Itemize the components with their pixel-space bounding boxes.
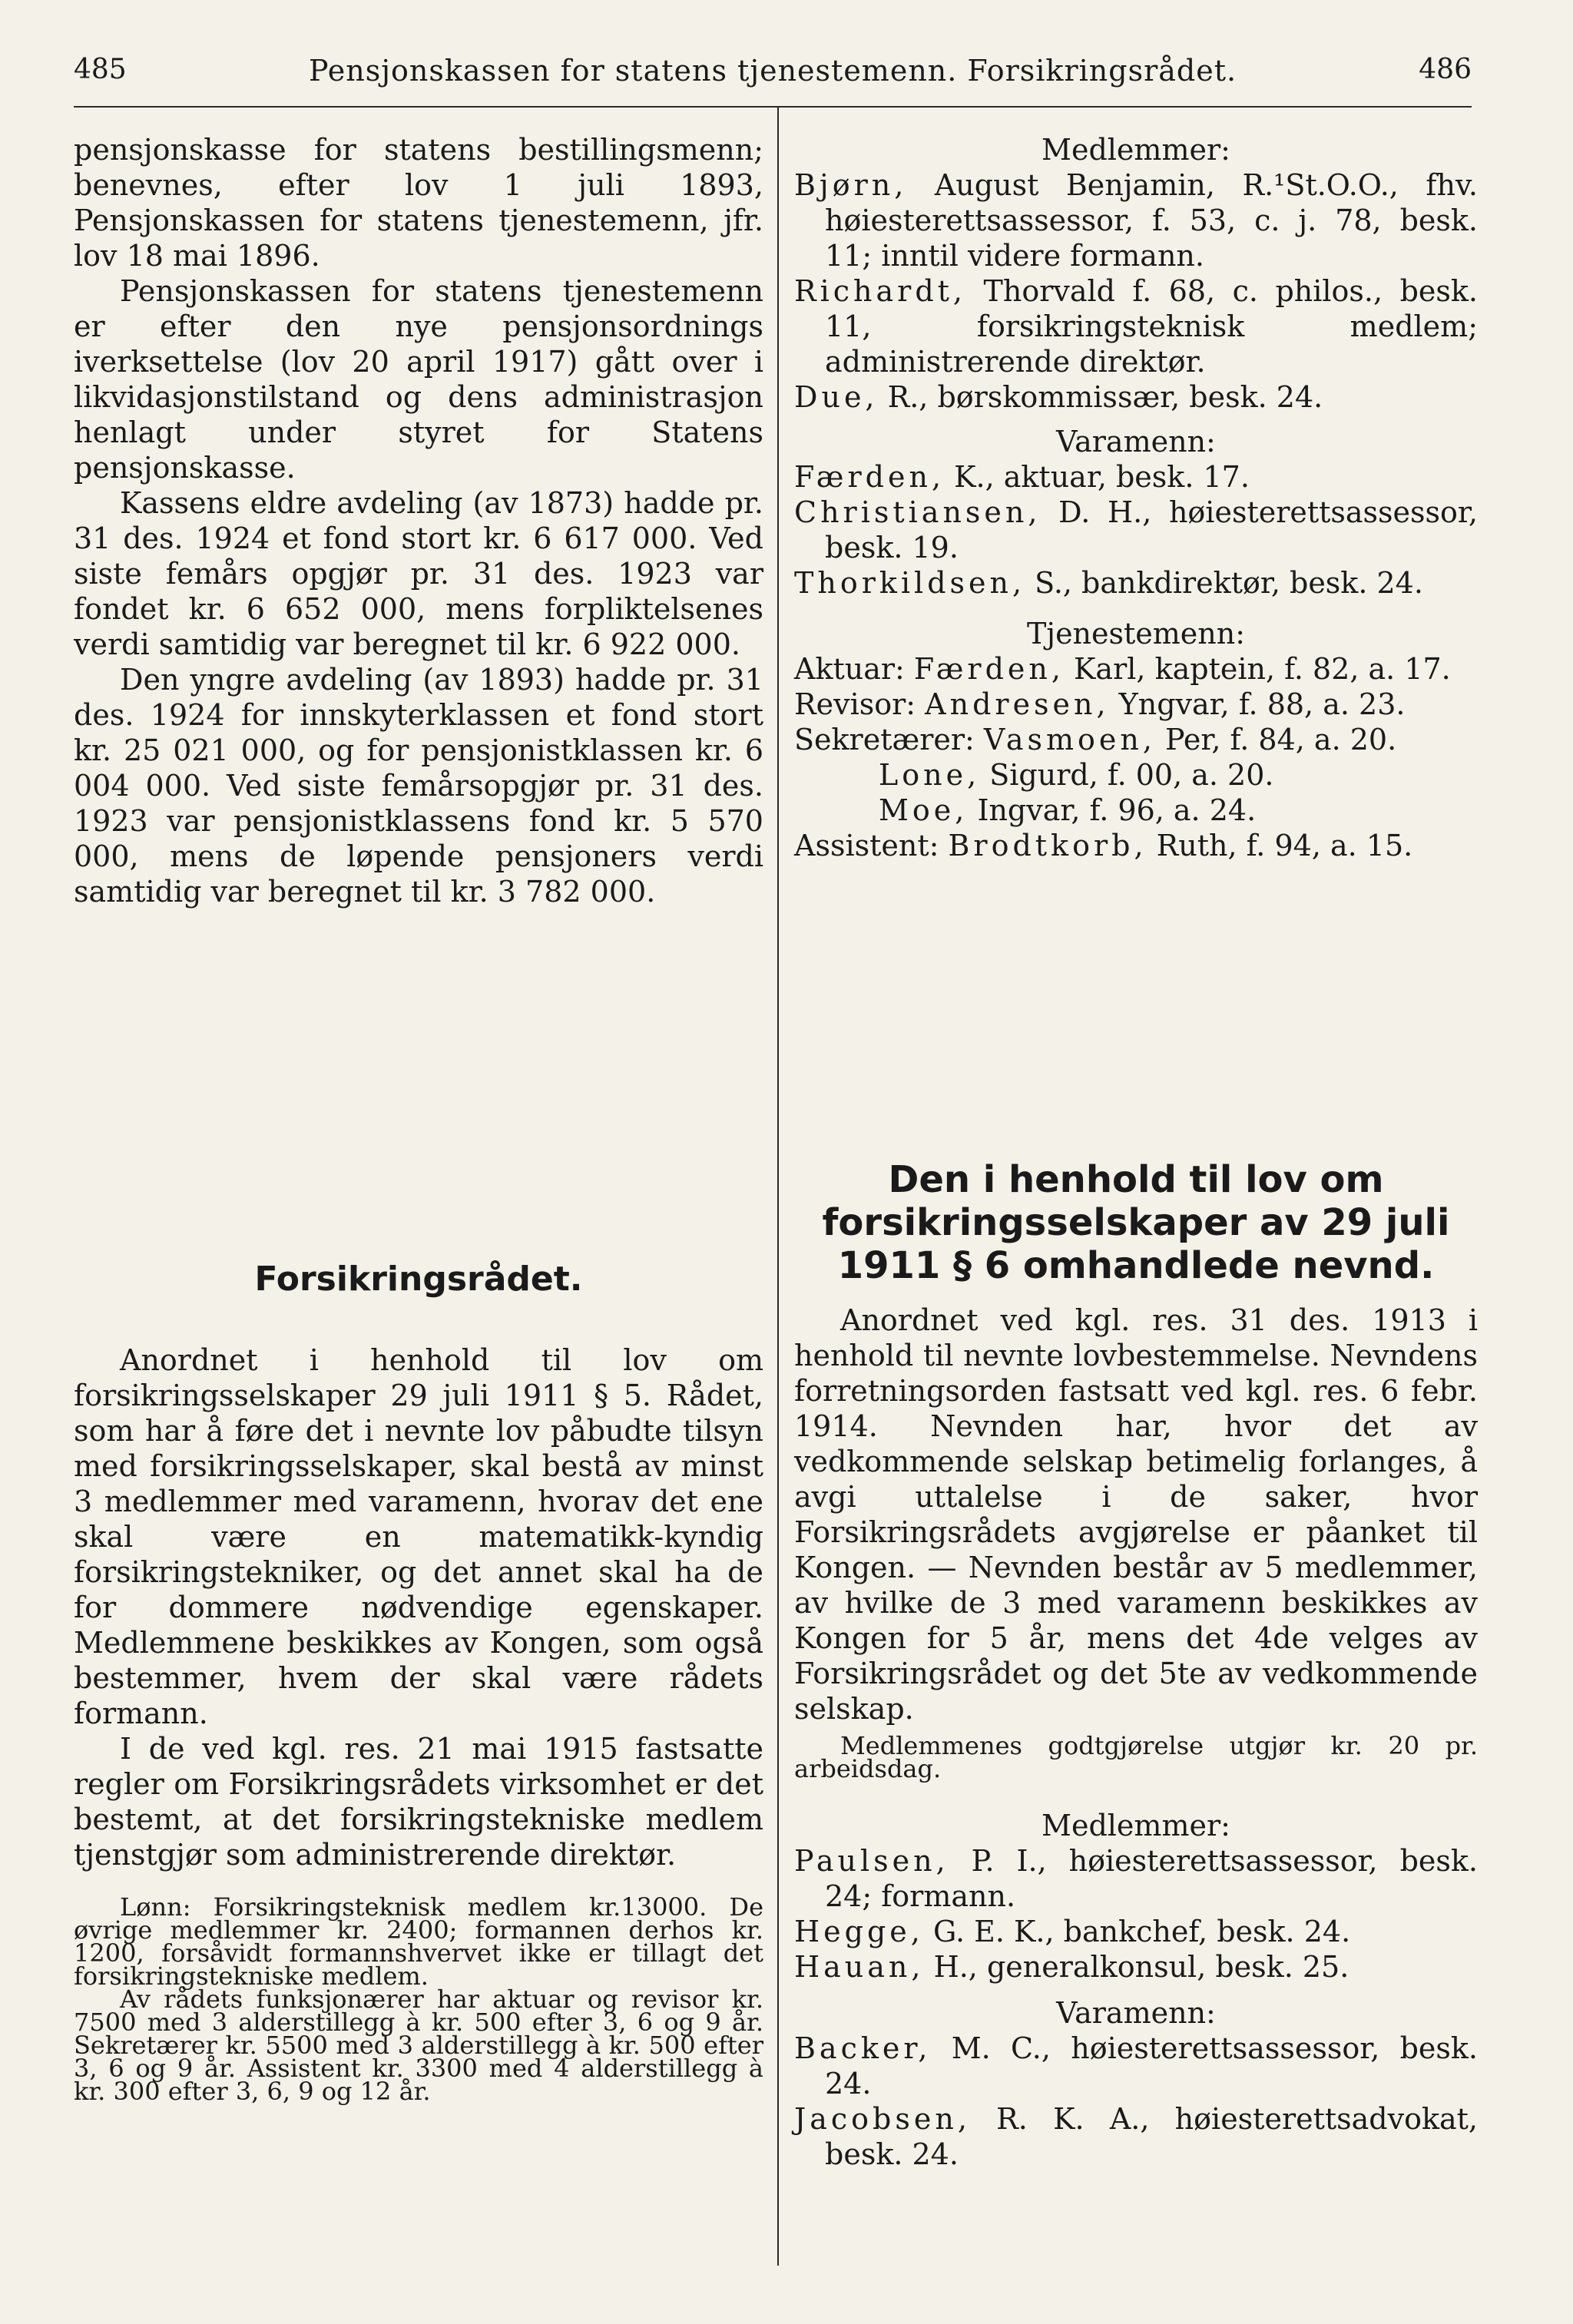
- official-entry: Lone, Sigurd, f. 00, a. 20.: [879, 758, 1274, 792]
- paragraph: Anordnet ved kgl. res. 31 des. 1913 i henhold til nevnte lovbestemmelse. Nevndens forretningsorden fastsatt ved kgl. res. 6 febr. 1914. Nevnden har, hvor det av vedkommende selskap betimelig forlanges, å avgi uttalelse i de saker, hvor Forsikringsrådets avgjørelse er påanket til Kongen. — Nevnden består av 5 medlemmer, av hvilke de 3 med varamenn beskikkes av Kongen for 5 år, mens det 4de velges av Forsikringsrådet og det 5te av vedkommende selskap.: [794, 1303, 1478, 1726]
- deputy-entry: Jacobsen, R. K. A., høiesterettsadvokat, besk. 24.: [794, 2102, 1478, 2171]
- compensation-note: Medlemmenes godtgjørelse utgjør kr. 20 pr. arbeidsdag.: [794, 1731, 1478, 1783]
- column-divider: [777, 108, 779, 2266]
- deputy-entry: Thorkildsen, S., bankdirektør, besk. 24.: [794, 566, 1423, 600]
- page-header: [74, 54, 1472, 100]
- deputies-heading: Varamenn:: [1056, 1996, 1216, 2030]
- paragraph: Kassens eldre avdeling (av 1873) hadde pr. 31 des. 1924 et fond stort kr. 6 617 000. Ved siste femårs opgjør pr. 31 des. 1923 var fondet kr. 6 652 000, mens forpliktelsenes verdi samtidig var beregnet til kr. 6 922 000.: [74, 486, 763, 661]
- member-entry: Hauan, H., generalkonsul, besk. 25.: [794, 1950, 1349, 1984]
- deputy-entry: Christiansen, D. H., høiesterettsassessor, besk. 19.: [794, 495, 1478, 564]
- salary-note: Lønn: Forsikringsteknisk medlem kr.13000. De øvrige medlemmer kr. 2400; formannen derhos kr. 1200, forsåvidt formannshvervet ikke er tillagt det forsikringstekniske medlem.: [74, 1892, 763, 1991]
- deputy-entry: Backer, M. C., høiesterettsassessor, besk. 24.: [794, 2031, 1478, 2101]
- deputies-heading: Varamenn:: [1056, 425, 1216, 459]
- paragraph: Anordnet i henhold til lov om forsikringsselskaper 29 juli 1911 § 5. Rådet, som har å føre det i nevnte lov påbudte tilsyn med forsikringsselskaper, skal bestå av minst 3 medlemmer med varamenn, hvorav det ene skal være en matematikk-kyndig forsikringstekniker, og det annet skal ha de for dommere nødvendige egenskaper. Medlemmene beskikkes av Kongen, som også bestemmer, hvem der skal være rådets formann.: [74, 1343, 763, 1730]
- section-heading: Den i henhold til lov om forsikringsselskaper av 29 juli 1911 § 6 omhandlede nevnd.: [822, 1158, 1450, 1287]
- right-column-top: [794, 132, 1478, 863]
- left-column-bottom: [74, 1260, 763, 2106]
- page-number-left: 485: [74, 54, 127, 85]
- member-entry: Bjørn, August Benjamin, R.¹St.O.O., fhv. høiesterettsassessor, f. 53, c. j. 78, besk. 11; inntil videre formann.: [794, 168, 1478, 273]
- left-column-top: [74, 132, 763, 909]
- member-entry: Richardt, Thorvald f. 68, c. philos., besk. 11, forsikringsteknisk medlem; administrerende direktør.: [794, 274, 1478, 379]
- official-entry: Sekretærer: Vasmoen, Per, f. 84, a. 20.: [794, 723, 1397, 756]
- paragraph: Den yngre avdeling (av 1893) hadde pr. 31 des. 1924 for innskyterklassen et fond stort kr. 25 021 000, og for pensjonistklassen kr. 6 004 000. Ved siste femårsopgjør pr. 31 des. 1923 var pensjonistklassens fond kr. 5 570 000, mens de løpende pensjoners verdi samtidig var beregnet til kr. 3 782 000.: [74, 663, 763, 909]
- members-heading: Medlemmer:: [1041, 133, 1230, 167]
- header-rule: [74, 106, 1472, 108]
- official-entry: Aktuar: Færden, Karl, kaptein, f. 82, a. 17.: [794, 652, 1451, 686]
- member-entry: Paulsen, P. I., høiesterettsassessor, besk. 24; formann.: [794, 1844, 1478, 1913]
- official-entry: Revisor: Andresen, Yngvar, f. 88, a. 23.: [794, 687, 1406, 721]
- members-heading: Medlemmer:: [1041, 1809, 1230, 1842]
- official-entry: Assistent: Brodtkorb, Ruth, f. 94, a. 15.: [794, 829, 1413, 862]
- running-title: Pensjonskassen for statens tjenestemenn. Forsikringsrådet.: [308, 54, 1237, 88]
- member-entry: Due, R., børskommissær, besk. 24.: [794, 380, 1323, 414]
- page-number-right: 486: [1419, 54, 1472, 85]
- member-entry: Hegge, G. E. K., bankchef, besk. 24.: [794, 1915, 1351, 1948]
- official-entry: Moe, Ingvar, f. 96, a. 24.: [879, 793, 1257, 827]
- section-heading: Forsikringsrådet.: [254, 1260, 583, 1299]
- paragraph: Pensjonskassen for statens tjenestemenn er efter den nye pensjonsordnings iverksettelse (lov 20 april 1917) gått over i likvidasjonstilstand og dens administrasjon henlagt under styret for Statens pensjonskasse.: [74, 274, 763, 485]
- officials-heading: Tjenestemenn:: [1026, 617, 1246, 651]
- deputy-entry: Færden, K., aktuar, besk. 17.: [794, 460, 1250, 494]
- salary-note: Av rådets funksjonærer har aktuar og revisor kr. 7500 med 3 alderstillegg à kr. 500 efter 3, 6 og 9 år. Sekretærer kr. 5500 med 3 alderstillegg à kr. 500 efter 3, 6 og 9 år. Assistent kr. 3300 med 4 alderstillegg à kr. 300 efter 3, 6, 9 og 12 år.: [74, 1985, 763, 2106]
- paragraph: I de ved kgl. res. 21 mai 1915 fastsatte regler om Forsikringsrådets virksomhet er det bestemt, at det forsikringstekniske medlem tjenstgjør som administrerende direktør.: [74, 1732, 763, 1872]
- right-column-bottom: [794, 1158, 1478, 2172]
- paragraph: pensjonskasse for statens bestillingsmenn; benevnes, efter lov 1 juli 1893, Pensjonskassen for statens tjenestemenn, jfr. lov 18 mai 1896.: [74, 133, 763, 273]
